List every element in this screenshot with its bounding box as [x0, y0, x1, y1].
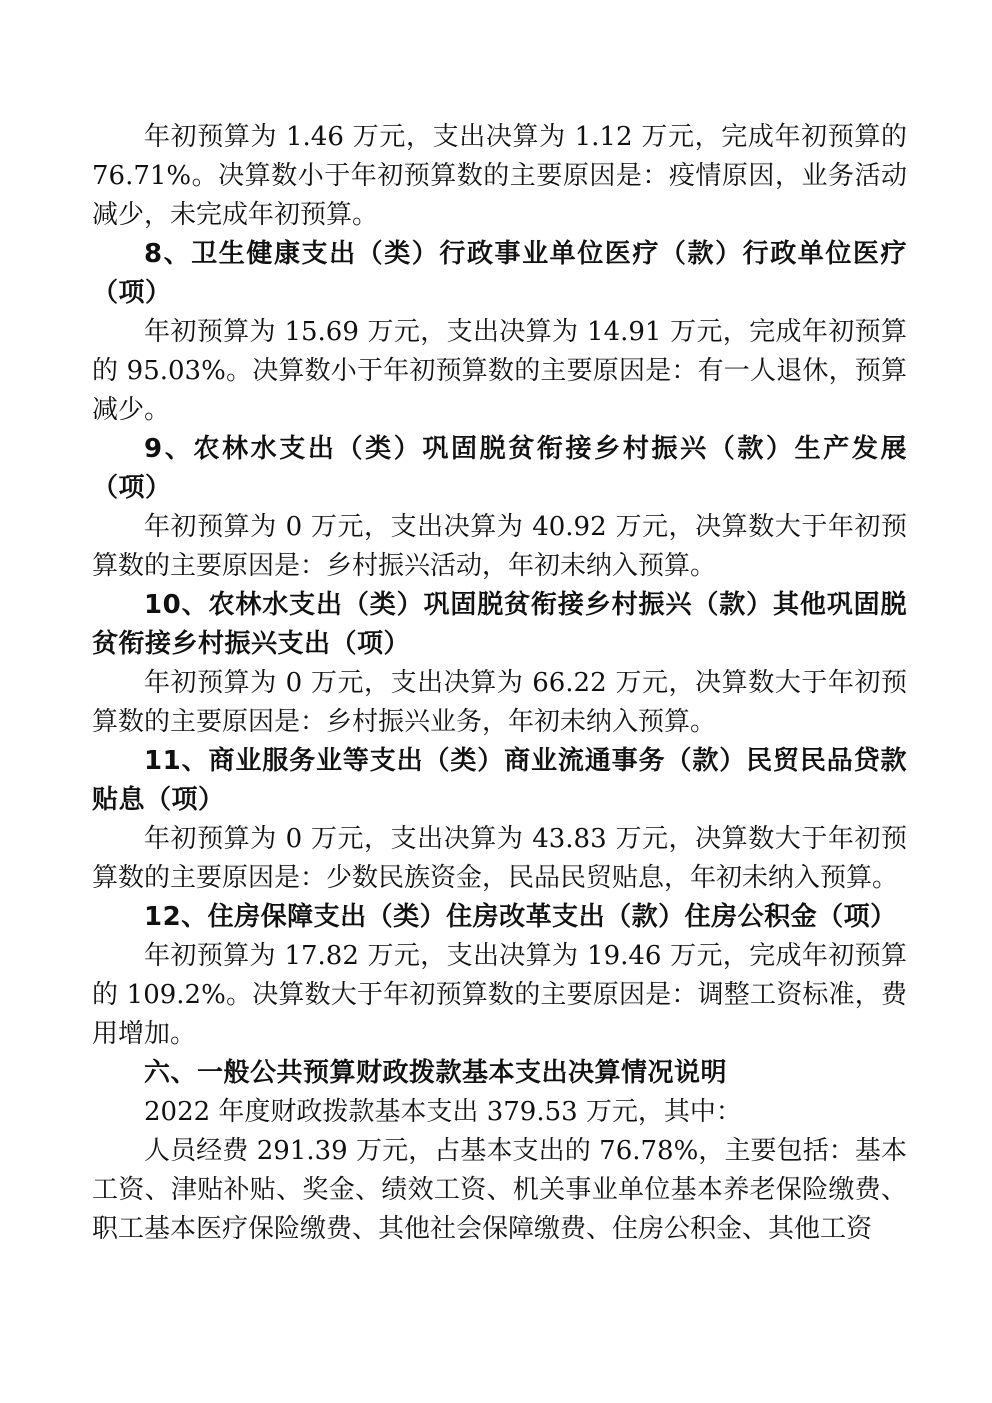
section-heading: 11、商业服务业等支出（类）商业流通事务（款）民贸民品贷款贴息（项）	[92, 746, 907, 815]
section-heading: 9、农林水支出（类）巩固脱贫衔接乡村振兴（款）生产发展（项）	[92, 434, 907, 503]
paragraph: 年初预算为 17.82 万元，支出决算为 19.46 万元，完成年初预算的 109.2%。决算数大于年初预算数的主要原因是：调整工资标准，费用增加。	[92, 941, 907, 1049]
section-heading: 8、卫生健康支出（类）行政事业单位医疗（款）行政单位医疗（项）	[92, 239, 907, 308]
section-heading: 10、农林水支出（类）巩固脱贫衔接乡村振兴（款）其他巩固脱贫衔接乡村振兴支出（项）	[92, 590, 907, 659]
document-page	[92, 118, 907, 1249]
section-heading: 12、住房保障支出（类）住房改革支出（款）住房公积金（项）	[144, 902, 897, 932]
paragraph: 年初预算为 0 万元，支出决算为 66.22 万元，决算数大于年初预算数的主要原因是：乡村振兴业务，年初未纳入预算。	[92, 668, 907, 737]
paragraph: 年初预算为 15.69 万元，支出决算为 14.91 万元，完成年初预算的 95.03%。决算数小于年初预算数的主要原因是：有一人退休，预算减少。	[92, 317, 907, 425]
paragraph: 年初预算为 0 万元，支出决算为 43.83 万元，决算数大于年初预算数的主要原因是：少数民族资金，民品民贸贴息，年初未纳入预算。	[92, 824, 907, 893]
paragraph: 人员经费 291.39 万元，占基本支出的 76.78%，主要包括：基本工资、津贴补贴、奖金、绩效工资、机关事业单位基本养老保险缴费、职工基本医疗保险缴费、其他社会保障缴费、住房公积金、其他工资	[92, 1136, 907, 1244]
paragraph: 年初预算为 1.46 万元，支出决算为 1.12 万元，完成年初预算的 76.71%。决算数小于年初预算数的主要原因是：疫情原因，业务活动减少，未完成年初预算。	[92, 122, 907, 230]
paragraph: 2022 年度财政拨款基本支出 379.53 万元，其中：	[144, 1097, 742, 1127]
chapter-heading: 六、一般公共预算财政拨款基本支出决算情况说明	[144, 1058, 728, 1088]
paragraph: 年初预算为 0 万元，支出决算为 40.92 万元，决算数大于年初预算数的主要原因是：乡村振兴活动，年初未纳入预算。	[92, 512, 907, 581]
